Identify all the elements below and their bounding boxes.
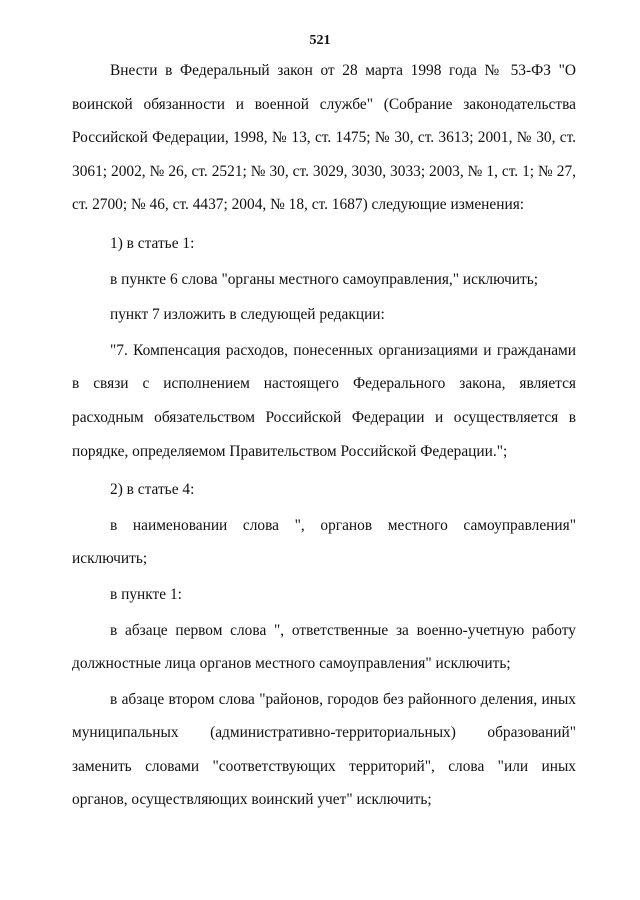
paragraph-second-abzac: в абзаце втором слова "районов, городов без районного деления, иных муниципальных (административно-территориальных) образований" заменить словами "соответствующих территорий", слова "или иных органов, осуществляющих воинский учет" исключить; <box>72 690 576 809</box>
paragraph-item-7-text: "7. Компенсация расходов, понесенных организациями и гражданами в связи с исполнением настоящего Федерального закона, является расходным обязательством Российской Федерации и осуществляется в порядке, определяемом Правительством Российской Федерации."; <box>72 341 576 460</box>
paragraph-first-abzac: в абзаце первом слова ", ответственные за военно-учетную работу должностные лица органов местного самоуправления" исключить; <box>72 621 576 673</box>
paragraph-article-1: 1) в статье 1: <box>110 234 195 252</box>
paragraph-article-4: 2) в статье 4: <box>110 481 195 499</box>
page-number: 521 <box>309 33 331 48</box>
document-body <box>72 54 576 817</box>
paragraph-article-4-title: в наименовании слова ", органов местного самоуправления" исключить; <box>72 516 576 568</box>
paragraph-item-7-heading: пункт 7 изложить в следующей редакции: <box>110 306 385 324</box>
paragraph-item-6: в пункте 6 слова "органы местного самоуправления," исключить; <box>110 270 539 288</box>
paragraph-intro: Внести в Федеральный закон от 28 марта 1998 года № 53-ФЗ "О воинской обязанности и военной службе" (Собрание законодательства Российской Федерации, 1998, № 13, ст. 1475; № 30, ст. 3613; 2001, № 30, ст. 3061; 2002, № 26, ст. 2521; № 30, ст. 3029, 3030, 3033; 2003, № 1, ст. 1; № 27, ст. 2700; № 46, ст. 4437; 2004, № 18, ст. 1687) следующие изменения: <box>72 62 576 214</box>
paragraph-point-1: в пункте 1: <box>110 585 182 603</box>
